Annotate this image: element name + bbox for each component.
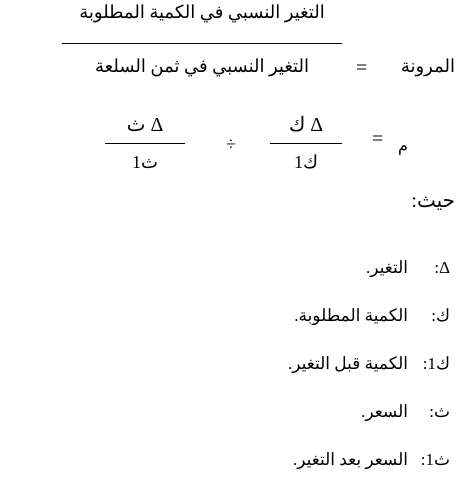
definition-meaning: الكمية المطلوبة. bbox=[294, 306, 408, 325]
definition-meaning: الكمية قبل التغير. bbox=[288, 354, 408, 373]
frac1-line bbox=[270, 143, 342, 144]
definition-meaning: السعر. bbox=[361, 402, 408, 421]
formula-equals: = bbox=[356, 57, 368, 79]
symbolic-lhs: م bbox=[398, 138, 408, 155]
formula-numerator: التغير النسبي في الكمية المطلوبة bbox=[79, 2, 325, 22]
definition-symbol: ث1: bbox=[420, 450, 450, 469]
definition-meaning: السعر بعد التغير. bbox=[293, 450, 408, 469]
frac1-denominator: ك1 bbox=[294, 152, 318, 172]
definition-symbol: ث: bbox=[429, 402, 450, 421]
definition-symbol: Δ: bbox=[434, 258, 450, 277]
where-label: حيث: bbox=[411, 190, 455, 212]
frac1-numerator: Δ ك bbox=[288, 114, 324, 136]
formula-denominator: التغير النسبي في ثمن السلعة bbox=[95, 56, 309, 76]
formula-fraction-line bbox=[62, 43, 342, 44]
symbolic-equals: = bbox=[372, 128, 384, 150]
frac2-line bbox=[105, 143, 185, 144]
definition-symbol: ك1: bbox=[422, 354, 450, 373]
frac2-numerator: Δ ث bbox=[126, 114, 164, 136]
divide-operator: ÷ bbox=[226, 134, 236, 154]
definition-meaning: التغير. bbox=[366, 258, 408, 277]
formula-lhs: المرونة bbox=[400, 56, 455, 76]
definition-symbol: ك: bbox=[431, 306, 450, 325]
frac2-denominator: ث1 bbox=[132, 152, 158, 172]
